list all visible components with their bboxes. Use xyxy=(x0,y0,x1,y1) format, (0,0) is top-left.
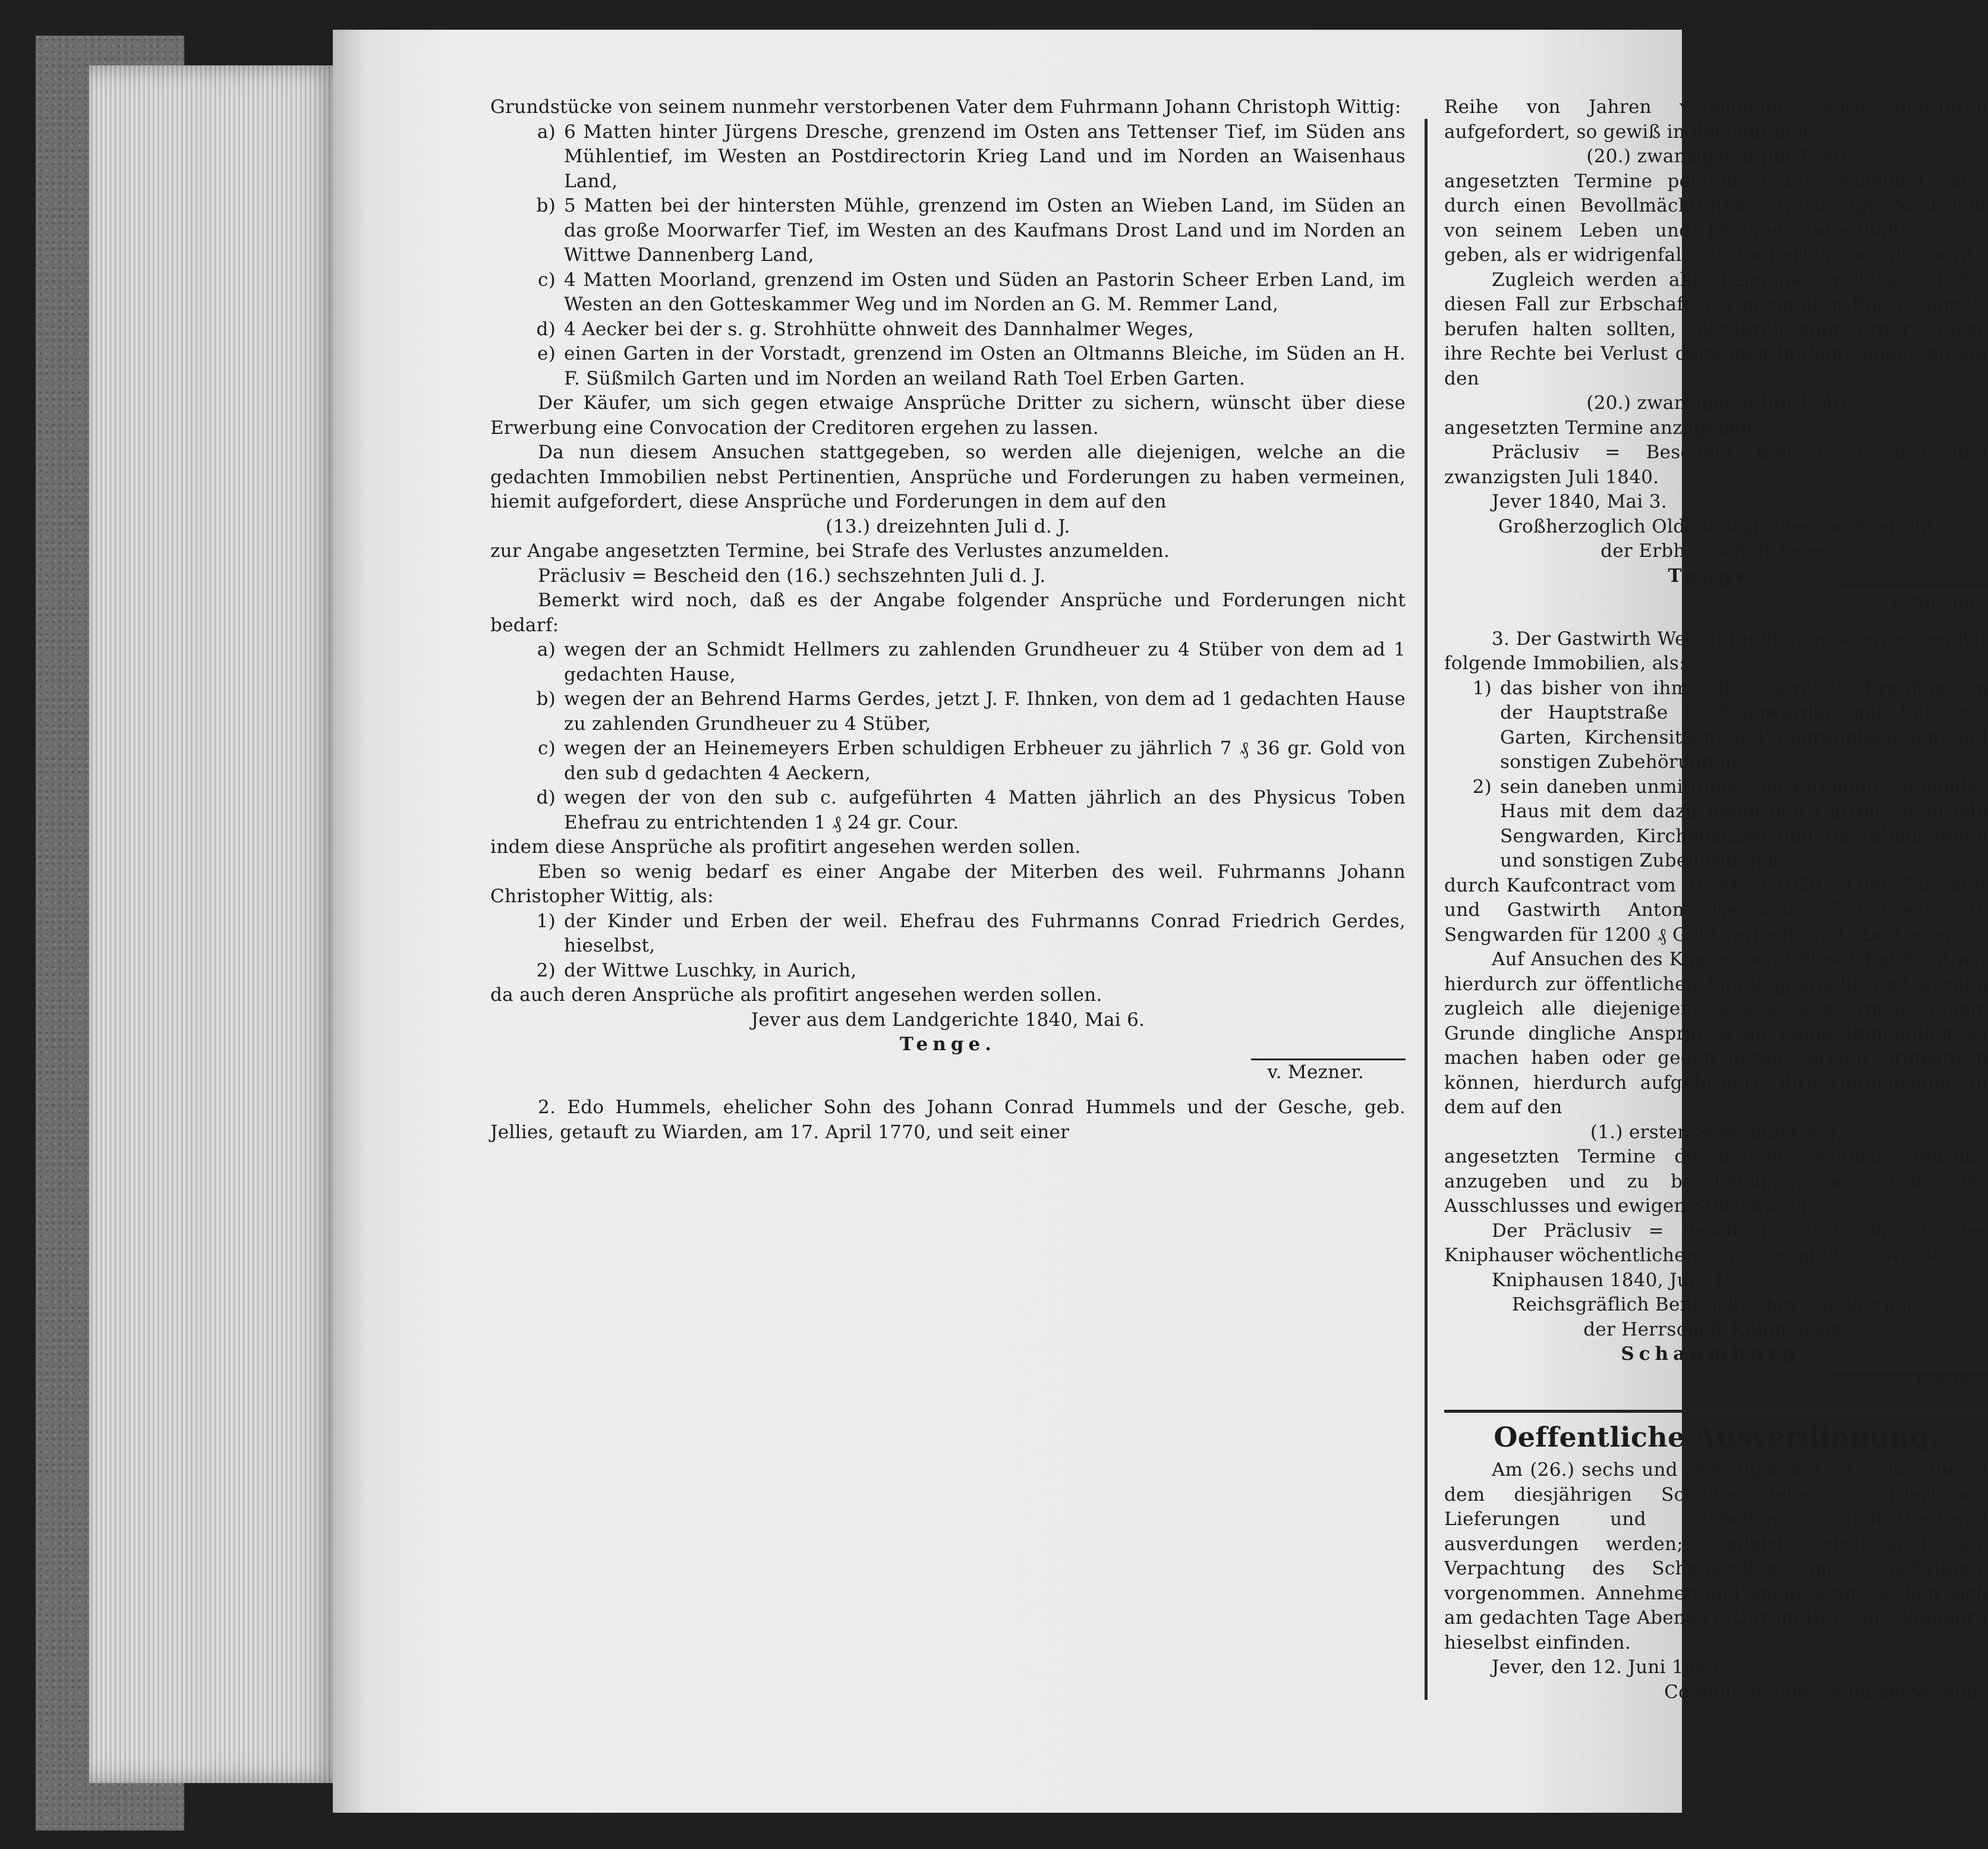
signature: Tenge. xyxy=(1668,565,1765,587)
filing-paragraph: zur Angabe angesetzten Termine, bei Strafe des Verlustes anzumelden. xyxy=(490,540,1170,562)
item-text: wegen der von den sub c. aufgeführten 4 Matten jährlich an des Physicus Toben Ehefrau zu entrichtenden 1 ₰ 24 gr. Cour. xyxy=(564,787,1406,833)
signature: Schaumburg. xyxy=(1621,1343,1811,1365)
preclusion-notice: Präclusiv = Bescheid den (16.) sechszehnten Juli d. J. xyxy=(538,565,1046,587)
item-text: 5 Matten bei der hintersten Mühle, grenzend im Osten an Wieben Land, im Süden an das große Moorwarfer Tief, im Westen an des Kaufmans Drost Land und im Norden an Wittwe Dannenberg Land, xyxy=(564,195,1406,266)
item-mark: 1) xyxy=(536,910,556,932)
court-name: Reichsgräflich Bentinckisches Landgericht xyxy=(1511,1294,1921,1315)
coheirs-intro: Eben so wenig bedarf es einer Angabe der Miterben des weil. Fuhrmanns Johann Christopher Wittig, als: xyxy=(490,861,1406,907)
notice-2-continued: Reihe von Jahren verschollen, wird hierdurch aufgefordert, so gewiß in dem auf den xyxy=(1444,96,1988,143)
contract-paragraph: durch Kaufcontract vom 31. März 1839 an den Thierarzt und Gastwirth Anton Hermann Grumbrecht in Sengwarden für 1200 ₰ Gold verkauft und übertragen. xyxy=(1444,874,1988,946)
scanned-page xyxy=(333,30,1988,1813)
item-text: 4 Aecker bei der s. g. Strohhütte ohnweit des Dannhalmer Weges, xyxy=(564,318,1194,340)
item-mark: 2) xyxy=(536,959,556,981)
list-item xyxy=(490,959,1406,984)
item-text: wegen der an Behrend Harms Gerdes, jetzt J. F. Ihnken, von dem ad 1 gedachten Hause zu zahlenden Grundheuer zu 4 Stüber, xyxy=(564,688,1406,735)
court-name-line-2: der Erbherrschaft Jever. xyxy=(1601,540,1832,562)
notice-2-heirs: Zugleich werden alle diejenigen, welche sich für diesen Fall zur Erbschaft des genannten Edo Hummels berufen halten sollten, hierdurch aufgefordert, diese ihre Rechte bei Verlust derselben in dem gedachten auf den xyxy=(1444,269,1988,389)
left-column xyxy=(490,95,1406,1145)
list-item xyxy=(490,120,1406,194)
item-text: der Kinder und Erben der weil. Ehefrau des Fuhrmanns Conrad Friedrich Gerdes, hieselbst, xyxy=(564,910,1406,956)
item-mark: 1) xyxy=(1472,677,1492,699)
item-mark: 2) xyxy=(1472,776,1492,798)
court-name-line-2: der Herrschaft Kniphausen. xyxy=(1583,1318,1849,1340)
item-text: einen Garten in der Vorstadt, grenzend im Osten an Oltmanns Bleiche, im Süden an H. F. Süßmilch Garten und im Norden an weiland Rath Toel Erben Garten. xyxy=(564,343,1406,389)
page-edges xyxy=(89,65,339,1783)
summons-paragraph: Da nun diesem Ansuchen stattgegeben, so werden alle diejenigen, welche an die gedachten Immobilien nebst Pertinentien, Ansprüche und Forderungen zu haben vermeinen, hiemit aufgefordert, diese Ansprüche und Forderungen in dem auf den xyxy=(490,442,1406,512)
notice-2-closing: angesetzten Termine anzugeben. xyxy=(1444,417,1759,439)
coheirs-closing: da auch deren Ansprüche als profitirt angesehen werden sollen. xyxy=(490,984,1102,1006)
item-mark: a) xyxy=(537,639,556,660)
list-item xyxy=(490,268,1406,317)
item-mark: a) xyxy=(537,121,556,143)
deadline-date: (20.) zwanzigsten Juli 1840 xyxy=(1586,392,1846,414)
claims-list xyxy=(490,638,1406,835)
item-text: wegen der an Schmidt Hellmers zu zahlenden Grundheuer zu 4 Stüber von dem ad 1 gedachten Hause, xyxy=(564,639,1406,685)
dateline: Jever aus dem Landgerichte 1840, Mai 6. xyxy=(751,1009,1145,1031)
dateline: Jever, den 12. Juni 1840. xyxy=(1492,1656,1726,1678)
right-column xyxy=(1444,95,1988,1705)
tender-paragraph: Am (26.) sechs und zwanzigsten d. M. sollen die zu dem diesjährigen Scheibeschießen erforderlichen Lieferungen und Arbeiten mindestfordernd ausverdungen werden; zugleich wird auch die Verpachtung des Schenkzeltes am Schießstande vorgenommen. Annehmer und Pachtlustige wollen sich am gedachten Tage Abends 6 Uhr im Hof von Oldenburg hieselbst einfinden. xyxy=(1444,1459,1988,1653)
notice-2-paragraph: angesetzten Termine persönlich zu erscheinen, oder durch einen Bevollmächtigten zuverlässige Nachricht von seinem Leben und jetzigen Aufenthaltsorte zu geben, als er widrigenfalls für todt erklärt werden wird. xyxy=(1444,170,1988,266)
list-item xyxy=(490,342,1406,391)
deadline-date: (20.) zwanzigsten Juli 1840 xyxy=(1586,146,1846,167)
notice-3-intro: 3. Der Gastwirth Wessel Budden in Sengwarden hat folgende Immobilien, als: xyxy=(1444,628,1988,674)
claims-closing: indem diese Ansprüche als profitirt angesehen werden sollen. xyxy=(490,836,1081,858)
notice-3-paragraph: angesetzten Termine durch hier recipirte Anwälde anzugeben und zu bescheinigen, bei Strafe des Ausschlusses und ewigen Stillschweigens. xyxy=(1444,1146,1988,1217)
request-paragraph: Auf Ansuchen des Käufers wird dieser Kaufcontract hierdurch zur öffentlichen Kunde gebracht, und werden zugleich alle diejenigen, welche aus irgend einem Grunde dingliche Ansprüche an obige Immobilien zu machen haben oder gegen deren Verkauf protestiren können, hierdurch aufgefordert, ihre Gerechtsame in dem auf den xyxy=(1444,949,1988,1118)
coheirs-list xyxy=(490,909,1406,984)
list-item xyxy=(490,736,1406,786)
preclusion-notice: Präclusiv = Bescheid den (23.) drei und zwanzigsten Juli 1840. xyxy=(1444,442,1988,488)
signature: Commission des Schützenvereins. xyxy=(1664,1681,1988,1703)
item-mark: b) xyxy=(536,195,556,216)
column-divider xyxy=(1425,119,1428,1700)
publication-paragraph: Der Präclusiv = Bescheid soll in № 37 der Kniphauser wöchentlichen Anzeigen publicirt werden. xyxy=(1444,1220,1988,1266)
countersignature: v. Mezner. xyxy=(1267,1061,1364,1083)
list-item xyxy=(490,638,1406,687)
intro-paragraph: Grundstücke von seinem nunmehr verstorbenen Vater dem Fuhrmann Johann Christoph Wittig: xyxy=(490,96,1401,118)
deadline-date: (13.) dreizehnten Juli d. J. xyxy=(826,515,1070,537)
item-mark: d) xyxy=(536,318,556,340)
dateline: Kniphausen 1840, Juni 15. xyxy=(1492,1269,1743,1291)
property-list xyxy=(1444,676,1988,874)
item-text: wegen der an Heinemeyers Erben schuldigen Erbheuer zu jährlich 7 ₰ 36 gr. Gold von den sub d gedachten 4 Aeckern, xyxy=(564,738,1406,784)
item-mark: c) xyxy=(537,738,556,759)
item-text: das bisher von ihm selbst bewohnte Krughaus an der Hauptstraße in Sengwarden mit Scheune, Garten, Kirchensitzen und Begräbnißstellen und sonstigen Zubehörungen, xyxy=(1500,677,1988,773)
item-mark: d) xyxy=(536,787,556,808)
list-item xyxy=(1444,775,1988,874)
buyer-paragraph: Der Käufer, um sich gegen etwaige Ansprüche Dritter zu sichern, wünscht über diese Erwerbung eine Convocation der Creditoren ergehen zu lassen. xyxy=(490,392,1406,439)
countersignature: Tannen. xyxy=(1913,1371,1988,1393)
list-item xyxy=(490,317,1406,342)
section-rule xyxy=(1444,1410,1988,1413)
list-item xyxy=(490,194,1406,268)
item-text: 6 Matten hinter Jürgens Dresche, grenzend im Osten ans Tettenser Tief, im Süden ans Mühlentief, im Westen an Postdirectorin Krieg Land und im Norden an Waisenhaus Land, xyxy=(564,121,1406,192)
deadline-date: (1.) ersten September d. J. xyxy=(1590,1121,1842,1143)
parcel-list xyxy=(490,120,1406,392)
item-mark: b) xyxy=(536,688,556,710)
court-name: Großherzoglich Oldenburgisches Landgericht xyxy=(1498,515,1935,537)
countersignature: v. Mezner. xyxy=(1891,593,1988,614)
item-text: 4 Matten Moorland, grenzend im Osten und Süden an Pastorin Scheer Erben Land, im Westen an den Gotteskammer Weg und im Norden an G. M. Remmer Land, xyxy=(564,269,1406,315)
section-heading: Oeffentliche Ausverdingung. xyxy=(1494,1421,1939,1453)
item-mark: e) xyxy=(537,343,556,364)
list-item xyxy=(490,786,1406,835)
signature: Tenge. xyxy=(900,1034,996,1055)
item-text: der Wittwe Luschky, in Aurich, xyxy=(564,959,857,981)
remark-paragraph: Bemerkt wird noch, daß es der Angabe folgender Ansprüche und Forderungen nicht bedarf: xyxy=(490,590,1406,636)
list-item xyxy=(490,909,1406,959)
dateline: Jever 1840, Mai 3. xyxy=(1492,491,1667,512)
notice-2-start: 2. Edo Hummels, ehelicher Sohn des Johann Conrad Hummels und der Gesche, geb. Jellies, getauft zu Wiarden, am 17. April 1770, und seit einer xyxy=(490,1097,1406,1143)
item-mark: c) xyxy=(537,269,556,291)
item-text: sein daneben unmittelbar am Kirchhofe stehendes Haus mit dem dazu gehörigen Garten außerhalb Sengwarden, Kirchensitzen und Begräbnißstellen und sonstigen Zubehörungen, xyxy=(1500,776,1988,871)
list-item xyxy=(1444,676,1988,775)
list-item xyxy=(490,687,1406,736)
